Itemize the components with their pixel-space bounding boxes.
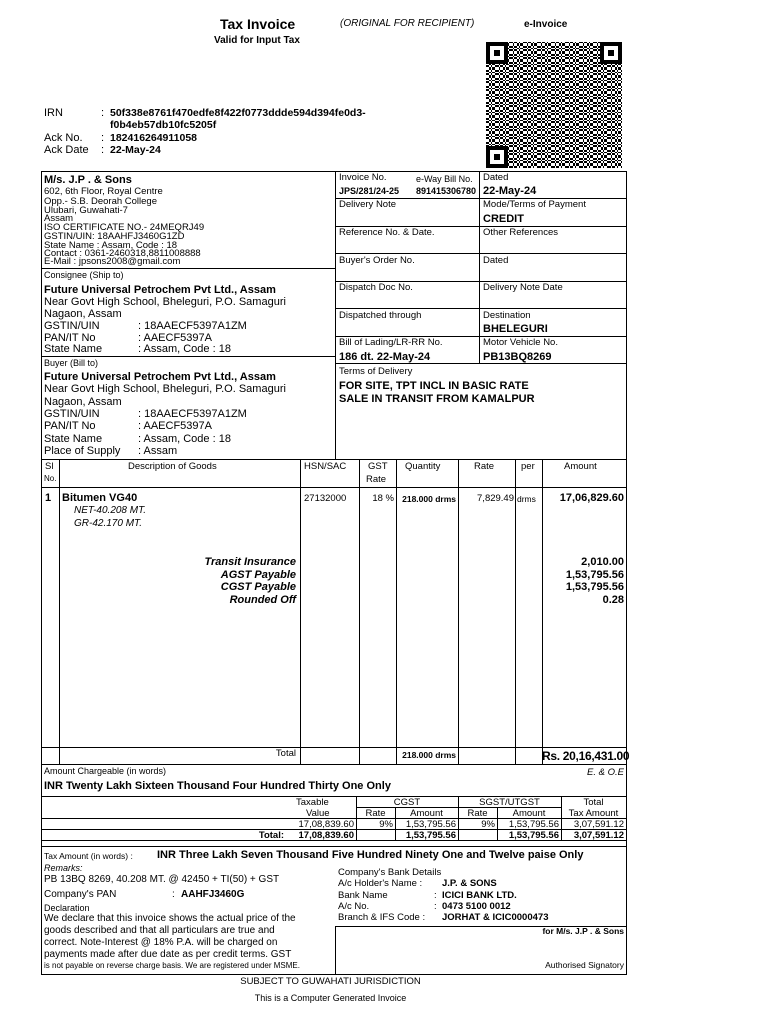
company-pan-label: Company's PAN xyxy=(44,889,117,900)
eway-bill-no: 891415306780 xyxy=(416,186,477,196)
consignee-address: Nagaon, Assam xyxy=(44,308,122,320)
total-label: Total xyxy=(275,748,296,759)
charge-amount: 2,010.00 xyxy=(581,556,624,568)
reference-label: Reference No. & Date. xyxy=(339,227,435,238)
qr-code-icon xyxy=(486,42,622,168)
buyer-address: Near Govt High School, Bheleguri, P.O. Samaguri xyxy=(44,383,286,395)
charge-label: Transit Insurance xyxy=(204,556,296,568)
seller-name: M/s. J.P . & Sons xyxy=(44,174,132,186)
ts-cgst-amount-header: Amount xyxy=(410,808,443,819)
destination: BHELEGURI xyxy=(483,323,548,335)
vehicle-no: PB13BQ8269 xyxy=(483,351,552,363)
ts-sgst-rate: 9% xyxy=(481,819,495,830)
ts-cgst-header: CGST xyxy=(393,797,421,808)
bank-name-label: Bank Name xyxy=(338,890,388,901)
eway-bill-label: e-Way Bill No. xyxy=(416,174,473,184)
ts-total: 3,07,591.12 xyxy=(573,819,624,830)
acno-label: A/c No. xyxy=(338,901,370,912)
charge-amount: 0.28 xyxy=(602,594,624,606)
ack-no-label: Ack No. xyxy=(44,132,83,144)
ack-no-colon: : xyxy=(101,132,105,144)
seller-line: 602, 6th Floor, Royal Centre xyxy=(44,186,163,197)
buyer-state-label: State Name xyxy=(44,433,103,445)
ts-sgst-header: SGST/UTGST xyxy=(479,797,540,808)
item-qty: 218.000 drms xyxy=(402,494,456,504)
amount-words-label: Amount Chargeable (in words) xyxy=(44,766,167,776)
remarks-label: Remarks: xyxy=(44,863,83,873)
seller-line: Opp.- S.B. Deorah College xyxy=(44,196,158,207)
ts-total-sgst: 1,53,795.56 xyxy=(508,830,559,841)
other-references-label: Other References xyxy=(483,227,558,238)
remarks: PB 13BQ 8269, 40.208 MT. @ 42450 + TI(50) + GST xyxy=(44,874,280,885)
ts-total-header: Total xyxy=(583,797,604,808)
consignee-gstin-label: GSTIN/UIN xyxy=(44,320,100,332)
buyer-gstin: : 18AAECF5397A1ZM xyxy=(138,408,247,420)
dispatch-doc-label: Dispatch Doc No. xyxy=(339,282,413,293)
irn-colon: : xyxy=(101,107,105,119)
computer-generated: This is a Computer Generated Invoice xyxy=(254,993,407,1003)
ts-sgst-rate-header: Rate xyxy=(467,808,488,819)
ts-cgst-amount: 1,53,795.56 xyxy=(405,819,456,830)
bank-holder: J.P. & SONS xyxy=(442,878,497,889)
authorised-signatory: Authorised Signatory xyxy=(545,960,624,970)
branch-label: Branch & IFS Code : xyxy=(338,912,426,923)
branch: JORHAT & ICIC0000473 xyxy=(442,912,549,923)
declaration-line: is not payable on reverse charge basis. We are registered under MSME. xyxy=(44,961,300,970)
eoe-label: E. & O.E xyxy=(587,767,624,778)
ts-sgst-amount-header: Amount xyxy=(512,808,546,819)
charge-label: AGST Payable xyxy=(220,569,296,581)
item-hsn: 27132000 xyxy=(304,493,347,504)
amount-words: INR Twenty Lakh Sixteen Thousand Four Hundred Thirty One Only xyxy=(44,780,391,792)
company-pan: AAHFJ3460G xyxy=(181,889,245,900)
item-sub: GR-42.170 MT. xyxy=(74,518,142,529)
bank-heading: Company's Bank Details xyxy=(338,867,442,878)
company-pan-colon: : xyxy=(172,889,175,900)
buyer-heading: Buyer (Bill to) xyxy=(44,358,99,368)
seller-line: Assam xyxy=(44,213,74,224)
item-rate: 7,829.49 xyxy=(477,493,514,504)
dispatched-through-label: Dispatched through xyxy=(339,310,422,321)
terms-of-delivery: FOR SITE, TPT INCL IN BASIC RATE xyxy=(339,380,529,392)
ts-taxable-header: Value xyxy=(306,808,330,819)
item-amount: 17,06,829.60 xyxy=(559,492,624,504)
charge-amount: 1,53,795.56 xyxy=(565,569,624,581)
delivery-note-label: Delivery Note xyxy=(339,199,397,210)
ts-value: 17,08,839.60 xyxy=(298,819,354,830)
col-header-rate: Rate xyxy=(474,461,495,472)
buyer-pan-label: PAN/IT No xyxy=(44,420,96,432)
irn-value-1: 50f338e8761f470edfe8f422f0773ddde594d394fe0d3- xyxy=(110,107,366,119)
item-per: drms xyxy=(517,494,536,504)
buyer-pan: : AAECF5397A xyxy=(138,420,212,432)
invoice-subtitle: Valid for Input Tax xyxy=(214,35,300,46)
seller-line: Ulubari, Guwahati-7 xyxy=(44,205,128,216)
col-header-gst: Rate xyxy=(366,474,387,485)
ts-taxable-header: Taxable xyxy=(296,797,329,808)
buyer-state: : Assam, Code : 18 xyxy=(138,433,231,445)
ts-cgst-rate-header: Rate xyxy=(365,808,386,819)
payment-terms: CREDIT xyxy=(483,213,524,225)
terms-of-delivery: SALE IN TRANSIT FROM KAMALPUR xyxy=(339,393,535,405)
ack-no-value: 182416264911058 xyxy=(110,132,198,144)
charge-label: Rounded Off xyxy=(229,594,296,606)
seller-line: GSTIN/UIN: 18AAHFJ3460G1ZD xyxy=(44,231,185,242)
bill-of-lading-label: Bill of Lading/LR-RR No. xyxy=(339,337,443,348)
col-header-description: Description of Goods xyxy=(128,461,217,472)
vehicle-label: Motor Vehicle No. xyxy=(483,337,558,348)
buyer-address: Nagaon, Assam xyxy=(44,396,122,408)
ts-total-cgst: 1,53,795.56 xyxy=(405,830,456,841)
dated2-label: Dated xyxy=(483,255,509,266)
consignee-name: Future Universal Petrochem Pvt Ltd., Assam xyxy=(44,284,276,296)
seller-line: E-Mail : jpsons2008@gmail.com xyxy=(44,256,181,267)
item-sl: 1 xyxy=(45,492,52,504)
jurisdiction: SUBJECT TO GUWAHATI JURISDICTION xyxy=(240,976,421,987)
declaration-line: correct. Note-Interest @ 18% P.A. will be charged on xyxy=(44,937,278,948)
consignee-state: : Assam, Code : 18 xyxy=(138,343,231,355)
charge-amount: 1,53,795.56 xyxy=(565,581,624,593)
irn-label: IRN xyxy=(44,107,63,119)
place-of-supply: : Assam xyxy=(138,445,178,457)
ts-total-value: 17,08,839.60 xyxy=(298,830,354,841)
copy-label: (ORIGINAL FOR RECIPIENT) xyxy=(340,18,475,29)
invoice-no-label: Invoice No. xyxy=(339,172,387,183)
seller-line: State Name : Assam, Code : 18 xyxy=(44,240,178,251)
bill-of-lading: 186 dt. 22-May-24 xyxy=(339,351,431,363)
ts-total-tax: 3,07,591.12 xyxy=(573,830,624,841)
ack-date-colon: : xyxy=(101,144,105,156)
acno: 0473 5100 0012 xyxy=(442,901,511,912)
col-header-per: per xyxy=(521,461,535,472)
charge-label: CGST Payable xyxy=(220,581,296,593)
seller-line: Contact : 0361-2460318,8811008888 xyxy=(44,248,201,259)
total-qty: 218.000 drms xyxy=(402,750,456,760)
buyer-gstin-label: GSTIN/UIN xyxy=(44,408,100,420)
irn-value-2: f0b4eb57db10fc5205f xyxy=(110,119,217,131)
ack-date-value: 22-May-24 xyxy=(110,144,161,156)
declaration-label: Declaration xyxy=(44,903,90,913)
col-header-quantity: Quantity xyxy=(405,461,441,472)
consignee-pan: : AAECF5397A xyxy=(138,332,212,344)
terms-of-delivery-label: Terms of Delivery xyxy=(339,366,413,377)
delivery-note-date-label: Delivery Note Date xyxy=(483,282,563,293)
col-header-amount: Amount xyxy=(564,461,597,472)
consignee-pan-label: PAN/IT No xyxy=(44,332,96,344)
destination-label: Destination xyxy=(483,310,531,321)
grand-total: Rs. 20,16,431.00 xyxy=(542,749,630,763)
einvoice-label: e-Invoice xyxy=(524,19,568,30)
col-header-hsn: HSN/SAC xyxy=(304,461,347,472)
bank-holder-label: A/c Holder's Name : xyxy=(338,878,423,889)
tax-words-label: Tax Amount (in words) : xyxy=(44,851,133,861)
declaration-line: goods described and that all particulars are true and xyxy=(44,925,275,936)
consignee-address: Near Govt High School, Bheleguri, P.O. Samaguri xyxy=(44,296,286,308)
declaration-line: We declare that this invoice shows the actual price of the xyxy=(44,913,296,924)
invoice-no: JPS/281/24-25 xyxy=(339,186,400,196)
invoice-date: 22-May-24 xyxy=(483,185,537,197)
bank-name-colon: : xyxy=(434,890,437,901)
consignee-heading: Consignee (Ship to) xyxy=(44,270,124,280)
col-header-sl: Sl xyxy=(45,461,54,472)
ts-total-header: Tax Amount xyxy=(568,808,619,819)
item-name: Bitumen VG40 xyxy=(62,492,138,504)
item-gst: 18 % xyxy=(372,493,394,504)
acno-colon: : xyxy=(434,901,437,912)
col-header-gst: GST xyxy=(368,461,388,472)
buyer-name: Future Universal Petrochem Pvt Ltd., Assam xyxy=(44,371,276,383)
place-of-supply-label: Place of Supply xyxy=(44,445,121,457)
col-header-sl: No. xyxy=(44,474,57,483)
bank-name: ICICI BANK LTD. xyxy=(442,890,517,901)
for-company: for M/s. J.P . & Sons xyxy=(542,926,624,936)
consignee-state-label: State Name xyxy=(44,343,103,355)
consignee-gstin: : 18AAECF5397A1ZM xyxy=(138,320,247,332)
tax-words: INR Three Lakh Seven Thousand Five Hundred Ninety One and Twelve paise Only xyxy=(157,849,584,861)
ts-cgst-rate: 9% xyxy=(379,819,393,830)
ack-date-label: Ack Date xyxy=(44,144,89,156)
item-sub: NET-40.208 MT. xyxy=(74,505,147,516)
declaration-line: payments made after due date as per credit terms. GST xyxy=(44,949,292,960)
seller-line: ISO CERTIFICATE NO.- 24MEQRJ49 xyxy=(44,222,205,233)
payment-terms-label: Mode/Terms of Payment xyxy=(483,199,586,210)
dated-label: Dated xyxy=(483,172,509,183)
invoice-title: Tax Invoice xyxy=(220,16,296,32)
ts-sgst-amount: 1,53,795.56 xyxy=(508,819,559,830)
buyer-order-label: Buyer's Order No. xyxy=(339,255,415,266)
ts-total-label: Total: xyxy=(258,830,284,841)
